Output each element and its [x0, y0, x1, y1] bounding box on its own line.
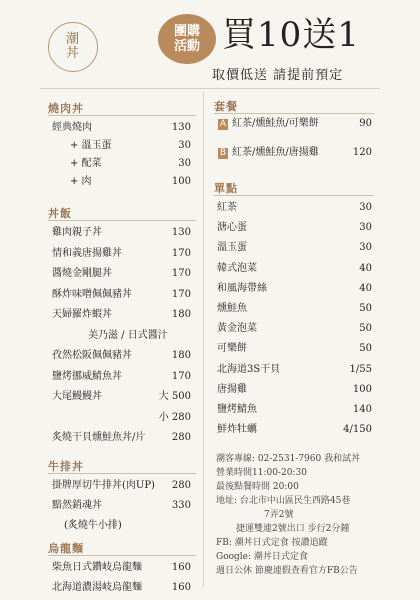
single-item-name: 溏心蛋: [217, 222, 247, 234]
single-item-name: 溫玉蛋: [217, 242, 247, 254]
logo-bottom: 丼: [65, 46, 80, 61]
combo-item-price: 90: [359, 118, 372, 129]
menu-item-price: 280: [171, 432, 191, 443]
single-item-price: 100: [352, 383, 372, 395]
store-info: [216, 452, 360, 578]
menu-item-name: 雞肉親子丼: [52, 227, 102, 238]
group-buy-badge: [158, 14, 216, 64]
single-title: 單點: [214, 182, 238, 195]
promo-title: 買10送1: [222, 15, 360, 55]
section-rule: [48, 473, 196, 474]
info-address2: 7弄2號: [264, 510, 294, 520]
menu-item-name: 掛牌厚切牛排丼(肉UP): [52, 480, 155, 491]
section-title: 丼飯: [48, 207, 72, 220]
badge-line1: 團購: [173, 24, 200, 39]
menu-item-price: 小 280: [158, 411, 191, 423]
combo-title: 套餐: [214, 100, 238, 113]
menu-item-price: 280: [171, 480, 191, 491]
menu-item-price: 130: [171, 227, 191, 238]
section-title: 燒肉丼: [48, 102, 84, 115]
info-google: Google: 潮丼日式定食: [216, 552, 308, 562]
section-title: 烏龍麵: [48, 542, 84, 555]
single-item-name: 鮮炸牡蠣: [217, 424, 257, 436]
info-phone: 潮客專線: 02-2531-7960 我和試丼: [216, 454, 361, 464]
section-rule: [214, 113, 374, 114]
combo-item-name: 紅茶/燻鮭魚/可樂餅: [232, 118, 319, 129]
menu-item-price: 160: [171, 582, 191, 593]
info-hours: 營業時間11:00-20:30: [216, 468, 307, 478]
menu-item-price: 30: [178, 158, 191, 169]
menu-item-name: + 溫玉蛋: [70, 140, 112, 151]
menu-item-name: (炙燒牛小排): [64, 520, 122, 531]
menu-item-name: 黯然銷魂丼: [52, 500, 102, 511]
single-item-name: 可樂餅: [217, 343, 247, 355]
single-item-price: 40: [359, 262, 372, 274]
info-closed: 週日公休 節慶連假查看官方FB公告: [216, 566, 358, 576]
info-facebook: FB: 潮丼日式定食 按讚追蹤: [216, 538, 328, 548]
menu-item-name: 孜然松阪佩佩豬丼: [52, 350, 132, 361]
single-item-name: 黃金泡菜: [217, 323, 257, 335]
section-rule: [214, 195, 374, 196]
single-item-name: 燻鮭魚: [217, 303, 247, 314]
single-item-price: 50: [359, 343, 372, 355]
logo-top: 潮: [65, 32, 80, 47]
section-rule: [48, 555, 196, 556]
menu-item-price: 30: [178, 140, 191, 151]
column-divider: [203, 92, 204, 587]
menu-item-name: 經典燒肉: [52, 122, 92, 133]
header-divider: [40, 88, 380, 89]
menu-item-price: 180: [171, 309, 191, 320]
menu-item-price: 100: [171, 176, 191, 187]
menu-item-price: 180: [171, 350, 191, 361]
section-title: 牛排丼: [48, 460, 84, 473]
combo-item: [218, 147, 319, 159]
combo-item-price: 120: [352, 147, 372, 158]
menu-item-price: 170: [171, 370, 191, 382]
single-item-price: 30: [359, 202, 372, 213]
single-item-price: 30: [359, 242, 372, 254]
menu-item-name: 醬燒金剛腿丼: [52, 268, 112, 279]
menu-item-name: 美乃滋 / 日式醬汁: [88, 329, 168, 341]
single-item-price: 4/150: [343, 424, 372, 436]
single-item-name: 紅茶: [217, 202, 237, 213]
menu-item-name: 天婦羅炸蝦丼: [52, 309, 112, 320]
badge-line2: 活動: [173, 39, 200, 54]
logo: [48, 22, 98, 72]
menu-item-name: 大尾鰻鰻丼: [52, 391, 102, 402]
promo-subtitle: 取價低送 請提前預定: [212, 68, 344, 83]
menu-item-name: + 配菜: [70, 158, 102, 169]
menu-item-price: 170: [171, 247, 191, 259]
menu-item-name: 北海道濃湯岐烏龍麵: [52, 582, 142, 593]
combo-letter-badge: A: [219, 119, 227, 129]
menu-item-name: 炙燒干貝燻鮭魚丼/片: [52, 432, 146, 443]
single-item-price: 50: [359, 303, 372, 314]
info-mrt: 捷運雙連2號出口 步行2分鐘: [236, 524, 350, 534]
menu-item-price: 大 500: [158, 391, 191, 402]
section-rule: [48, 220, 196, 221]
combo-letter-badge: B: [219, 148, 227, 158]
info-last-order: 最後點餐時間 20:00: [216, 482, 299, 492]
menu-item-price: 130: [171, 122, 191, 133]
menu-item-price: 170: [171, 268, 191, 279]
section-rule: [48, 115, 196, 116]
single-item-name: 韓式泡菜: [217, 262, 257, 274]
info-address: 地址: 台北市中山區民生西路45巷: [216, 496, 351, 506]
single-item-price: 30: [359, 222, 372, 234]
menu-item-name: + 肉: [70, 176, 92, 187]
single-item-name: 和風海帶絲: [217, 282, 267, 294]
single-item-price: 40: [359, 282, 372, 294]
menu-item-price: 330: [171, 500, 191, 511]
menu-item-name: 酥炸味噌佩佩豬丼: [52, 288, 132, 300]
single-item-price: 1/55: [349, 363, 372, 375]
combo-item-name: 紅茶/燻鮭魚/唐揚雞: [232, 147, 319, 158]
single-item-price: 50: [359, 323, 372, 335]
menu-item-name: 柴魚日式鑽岐烏龍麵: [52, 562, 142, 573]
menu-item-name: 情和義唐揚雞丼: [52, 247, 122, 259]
menu-item-price: 160: [171, 562, 191, 573]
single-item-price: 140: [352, 404, 372, 415]
menu-item-name: 鹽烤挪威鯖魚丼: [52, 370, 122, 382]
single-item-name: 唐揚雞: [217, 383, 247, 395]
combo-item: [218, 118, 319, 130]
single-item-name: 北海道3S干貝: [217, 363, 281, 375]
menu-item-price: 170: [171, 288, 191, 300]
single-item-name: 鹽烤鯖魚: [217, 404, 257, 415]
